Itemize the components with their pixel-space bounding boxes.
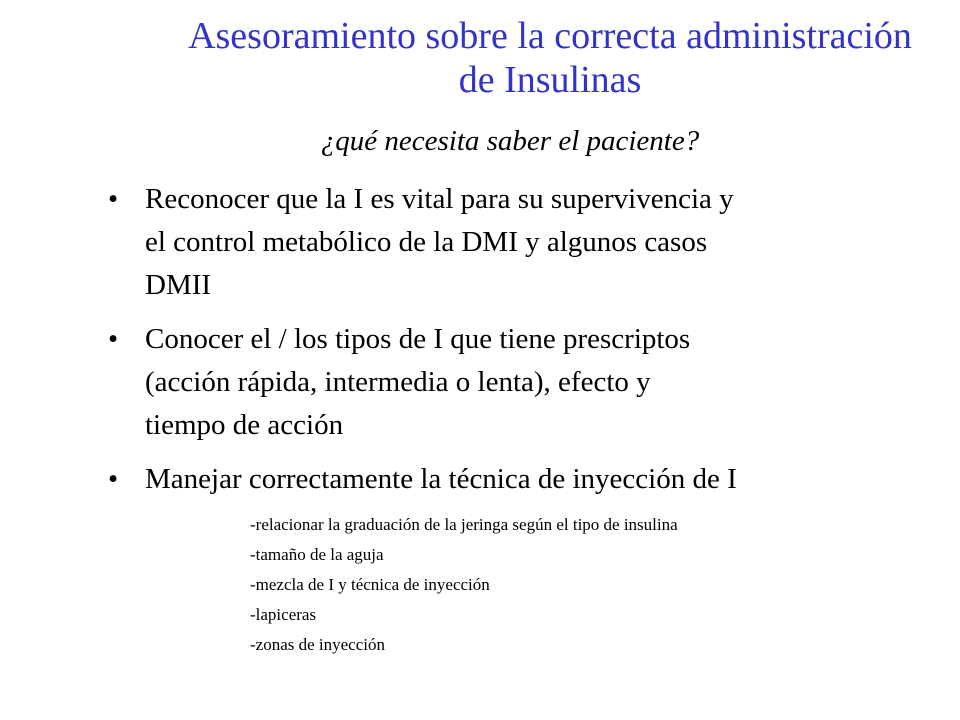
bullet-line: Reconocer que la I es vital para su supervivencia y	[145, 183, 734, 215]
bullet-line: Conocer el / los tipos de I que tiene prescriptos	[145, 323, 691, 355]
slide-title-line-1: Asesoramiento sobre la correcta administración	[188, 15, 912, 57]
bullet-item-know-types	[108, 318, 928, 447]
bullet-line: Manejar correctamente la técnica de inyección de I	[145, 463, 737, 495]
bullet-item-injection-technique	[108, 458, 928, 501]
sub-item-syringe-graduation: -relacionar la graduación de la jeringa según el tipo de insulina	[250, 515, 678, 534]
bullet-line: (acción rápida, intermedia o lenta), efecto y	[145, 366, 651, 398]
slide-title	[110, 14, 960, 102]
bullet-dot-icon: •	[108, 463, 119, 495]
sub-item-pens: -lapiceras	[250, 605, 317, 624]
bullet-dot-icon: •	[108, 183, 119, 215]
slide-subtitle: ¿qué necesita saber el paciente?	[320, 125, 700, 157]
slide-title-line-2: de Insulinas	[458, 59, 642, 101]
bullet-list	[108, 178, 928, 512]
sub-item-mixing-technique: -mezcla de I y técnica de inyección	[250, 575, 490, 594]
sub-item-injection-zones: -zonas de inyección	[250, 635, 385, 654]
sub-item-needle-size: -tamaño de la aguja	[250, 545, 384, 564]
bullet-line: DMII	[145, 269, 212, 301]
bullet-item-recognize	[108, 178, 928, 307]
sub-item-list	[250, 510, 678, 660]
bullet-dot-icon: •	[108, 323, 119, 355]
bullet-line: tiempo de acción	[145, 409, 344, 441]
bullet-line: el control metabólico de la DMI y algunos casos	[145, 226, 708, 258]
